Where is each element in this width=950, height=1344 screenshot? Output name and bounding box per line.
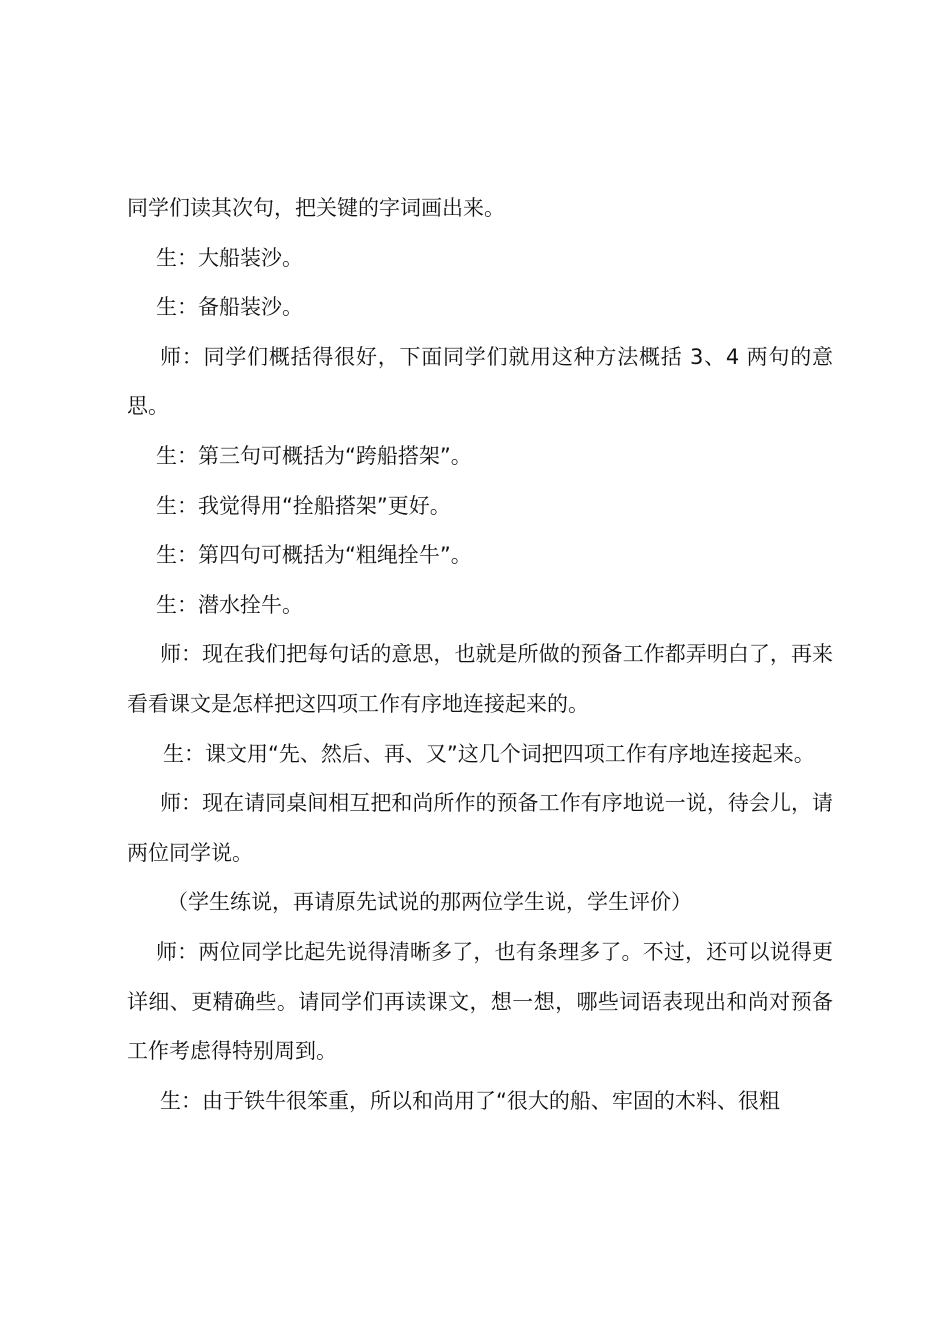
paragraph-13: 师：两位同学比起先说得清晰多了，也有条理多了。不过，还可以说得更详细、更精确些。请同学们再读课文，想一想，哪些词语表现出和尚对预备工作考虑得特别周到。 bbox=[127, 939, 833, 1064]
paragraph-6: 生：我觉得用“拴船搭架”更好。 bbox=[156, 493, 451, 518]
paragraph-4: 师：同学们概括得很好，下面同学们就用这种方法概括 3、4 两句的意思。 bbox=[127, 344, 833, 419]
paragraph-1: 同学们读其次句，把关键的字词画出来。 bbox=[127, 196, 505, 220]
paragraph-9: 师：现在我们把每句话的意思，也就是所做的预备工作都弄明白了，再来看看课文是怎样把这四项工作有序地连接起来的。 bbox=[127, 642, 833, 716]
paragraph-2: 生：大船装沙。 bbox=[156, 245, 303, 270]
paragraph-5: 生：第三句可概括为“跨船搭架”。 bbox=[156, 443, 472, 468]
paragraph-3: 生：备船装沙。 bbox=[156, 295, 303, 320]
paragraph-14: 生：由于铁牛很笨重，所以和尚用了“很大的船、牢固的木料、很粗 bbox=[160, 1088, 780, 1113]
paragraph-12: （学生练说，再请原先试说的那两位学生说，学生评价） bbox=[167, 890, 692, 915]
paragraph-8: 生：潜水拴牛。 bbox=[156, 592, 303, 617]
paragraph-7: 生：第四句可概括为“粗绳拴牛”。 bbox=[156, 543, 472, 568]
paragraph-10: 生：课文用“先、然后、再、又”这几个词把四项工作有序地连接起来。 bbox=[163, 741, 815, 766]
document-body bbox=[127, 184, 833, 1126]
paragraph-11: 师：现在请同桌间相互把和尚所作的预备工作有序地说一说，待会儿，请两位同学说。 bbox=[127, 791, 833, 865]
